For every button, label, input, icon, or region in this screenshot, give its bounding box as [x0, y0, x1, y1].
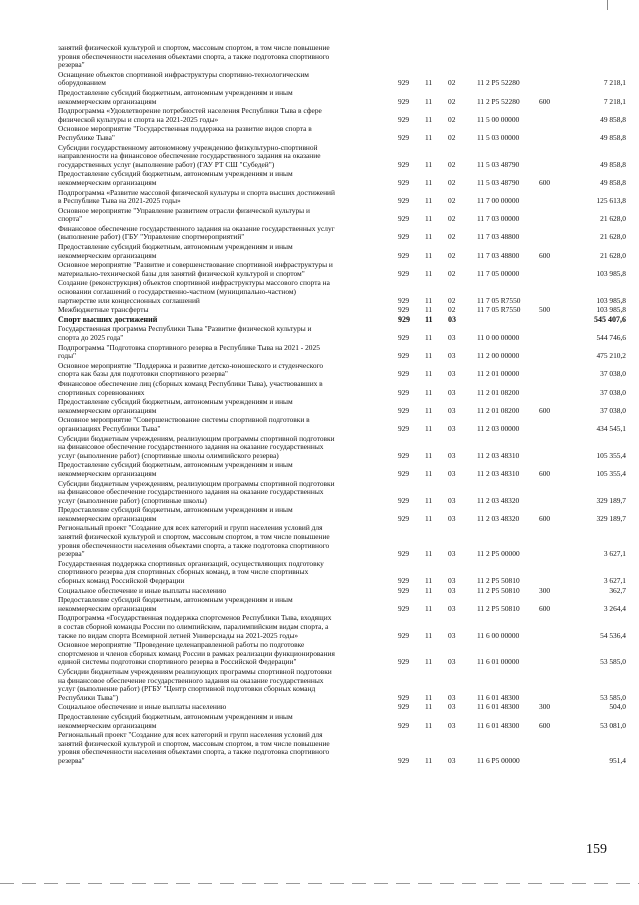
table-row: [58, 641, 626, 667]
page-number: 159: [586, 842, 607, 857]
amount: 53 081,0: [600, 720, 626, 730]
scan-edge-line: [0, 883, 639, 884]
amount: 7 218,1: [603, 78, 626, 88]
target-article-code: 11 2 03 48310: [477, 450, 520, 460]
table-row: [58, 107, 626, 124]
section-code: 11: [425, 96, 433, 106]
subsection-code: 03: [448, 333, 456, 342]
table-row: [58, 261, 626, 278]
amount: 103 985,8: [596, 268, 626, 278]
row-description: Подпрограмма «Развитие массовой физической культуры и спорта высших достижений в Республике Тыва на 2021-2025 годы»: [58, 187, 335, 206]
row-codes: [398, 425, 626, 434]
row-codes: [398, 115, 626, 124]
table-row: [58, 279, 626, 305]
amount: 545 407,6: [594, 314, 626, 324]
subsection-code: 02: [448, 196, 456, 206]
target-article-code: 11 2 P5 52280: [477, 78, 520, 88]
subsection-code: 03: [448, 351, 456, 361]
subsection-code: 03: [448, 369, 456, 379]
target-article-code: 11 2 03 48320: [477, 513, 520, 523]
expense-type-code: 600: [539, 250, 551, 260]
row-codes: [398, 197, 626, 206]
row-description: Подпрограмма «Удовлетворение потребностей населения Республики Тыва в сфере физической культуры и спорта на 2021-2025 годы»: [58, 106, 322, 124]
admin-code: 929: [398, 450, 410, 460]
table-row: [58, 44, 626, 70]
expense-type-code: 600: [539, 405, 551, 415]
section-code: 11: [425, 314, 433, 324]
subsection-code: 02: [448, 114, 456, 124]
table-row: [58, 560, 626, 586]
row-description: Региональный проект "Создание для всех категорий и групп населения условий для занятий физической культурой и спортом, массовым спортом, в том числе повышение уровня обеспеченности населения объектами спорта, а также подготовка спортивного резерва": [58, 730, 330, 765]
amount: 103 985,8: [596, 295, 626, 305]
subsection-code: 03: [448, 405, 456, 415]
row-description: Спорт высших достижений: [58, 314, 158, 324]
target-article-code: 11 2 03 48310: [477, 468, 520, 478]
amount: 37 038,0: [600, 405, 626, 415]
table-row: [58, 416, 626, 433]
subsection-code: 02: [448, 268, 456, 278]
row-description: Предоставление субсидий бюджетным, автономным учреждениям и иным некоммерческим организациям: [58, 242, 293, 260]
row-codes: [398, 251, 626, 260]
subsection-code: 03: [448, 468, 456, 478]
subsection-code: 03: [448, 657, 456, 667]
admin-code: 929: [398, 159, 410, 169]
expense-type-code: 300: [539, 702, 551, 712]
admin-code: 929: [398, 214, 410, 224]
row-codes: [398, 97, 626, 106]
row-codes: [398, 79, 626, 88]
subsection-code: 03: [448, 585, 456, 595]
amount: 362,7: [609, 585, 626, 595]
row-description: Основное мероприятие "Поддержка и развитие детско-юношеского и студенческого спорта как базы для подготовки спортивного резерва": [58, 360, 324, 379]
admin-code: 929: [398, 196, 410, 206]
budget-table: [58, 44, 626, 767]
target-article-code: 11 6 00 00000: [477, 630, 520, 640]
expense-type-code: 600: [539, 720, 551, 730]
table-row: [58, 480, 626, 506]
row-codes: [398, 306, 626, 315]
target-article-code: 11 5 03 00000: [477, 132, 520, 142]
row-description: Финансовое обеспечение лиц (сборных команд Республики Тыва), участвовавших в спортивных соревнованиях: [58, 378, 323, 397]
amount: 544 746,6: [596, 333, 626, 342]
row-description: Субсидии бюджетным учреждениям реализующих программы спортивной подготовки на финансовое обеспечение государственного задания на оказание государственных услуг (выполнение работ) (РГБУ "Центр спортивной подготовки сборных команд Республики Тыва"): [58, 666, 332, 702]
section-code: 11: [425, 177, 433, 187]
row-codes: [398, 604, 626, 613]
row-description: Социальное обеспечение и иные выплаты населению: [58, 585, 227, 595]
amount: 951,4: [609, 755, 626, 765]
row-codes: [398, 61, 626, 70]
row-description: Предоставление субсидий бюджетным, автономным учреждениям и иным некоммерческим организациям: [58, 505, 293, 523]
row-codes: [398, 451, 626, 460]
subsection-code: 02: [448, 78, 456, 88]
amount: 475 210,2: [596, 351, 626, 361]
section-code: 11: [425, 720, 433, 730]
row-codes: [398, 334, 626, 343]
section-code: 11: [425, 468, 433, 478]
section-code: 11: [425, 387, 433, 397]
table-row: [58, 125, 626, 142]
section-code: 11: [425, 692, 433, 702]
section-code: 11: [425, 114, 433, 124]
amount: 3 627,1: [603, 549, 626, 559]
table-row: [58, 170, 626, 187]
section-code: 11: [425, 232, 433, 242]
admin-code: 929: [398, 232, 410, 242]
row-description: Субсидии бюджетным учреждениям, реализующим программы спортивной подготовки на финансовое обеспечение государственного задания на оказание государственных услуг (выполнение работ) (спортивные школы олимпийского резерва): [58, 433, 335, 460]
section-code: 11: [425, 405, 433, 415]
amount: 3 264,4: [603, 603, 626, 613]
row-description: Субсидии бюджетным учреждениям, реализующим программы спортивной подготовки на финансовое обеспечение государственного задания на оказание государственных услуг (выполнение работ) (спортивные школы): [58, 478, 335, 505]
subsection-code: 02: [448, 159, 456, 169]
admin-code: 929: [398, 250, 410, 260]
amount: 504,0: [609, 702, 626, 712]
target-article-code: 11 6 01 48300: [477, 720, 520, 730]
section-code: 11: [425, 78, 433, 88]
amount: 54 536,4: [600, 630, 626, 640]
table-row: [58, 668, 626, 702]
section-code: 11: [425, 295, 433, 305]
section-code: 11: [425, 250, 433, 260]
subsection-code: 02: [448, 305, 456, 315]
admin-code: 929: [398, 268, 410, 278]
section-code: 11: [425, 585, 433, 595]
admin-code: 929: [398, 369, 410, 379]
row-description: Субсидии государственному автономному учреждению физкультурно-спортивной направленности на финансовое обеспечение государственного задания на оказание государственных услуг (выполнение работ) (ГАУ РТ СШ "Субедей"): [58, 142, 321, 169]
amount: 53 585,0: [600, 692, 626, 702]
subsection-code: 03: [448, 755, 456, 765]
table-row: [58, 344, 626, 361]
table-row: [58, 713, 626, 730]
row-description: Региональный проект "Создание для всех категорий и групп населения условий для занятий физической культурой и спортом, массовым спортом, в том числе повышение уровня обеспеченности населения объектами спорта, а также подготовка спортивного резерва": [58, 523, 330, 559]
row-codes: [398, 179, 626, 188]
section-code: 11: [425, 333, 433, 342]
table-row: [58, 398, 626, 415]
row-description: Государственная программа Республики Тыва "Развитие физической культуры и спорта до 2025 года": [58, 324, 312, 342]
table-row: [58, 306, 626, 315]
target-article-code: 11 2 01 08200: [477, 387, 520, 397]
amount: 105 355,4: [596, 468, 626, 478]
row-codes: [398, 388, 626, 397]
admin-code: 929: [398, 468, 410, 478]
table-row: [58, 225, 626, 242]
target-article-code: 11 2 03 48320: [477, 495, 520, 505]
expense-type-code: 600: [539, 177, 551, 187]
table-row: [58, 71, 626, 88]
expense-type-code: 600: [539, 603, 551, 613]
amount: 105 355,4: [596, 450, 626, 460]
subsection-code: 03: [448, 603, 456, 613]
row-codes: [398, 658, 626, 667]
admin-code: 929: [398, 423, 410, 433]
amount: 434 545,1: [596, 423, 626, 433]
table-row: [58, 144, 626, 170]
row-codes: [398, 586, 626, 595]
section-code: 11: [425, 657, 433, 667]
row-description: Предоставление субсидий бюджетным, автономным учреждениям и иным некоммерческим организациям: [58, 460, 293, 478]
row-description: Предоставление субсидий бюджетным, автономным учреждениям и иным некоммерческим организациям: [58, 87, 293, 106]
amount: 53 585,0: [600, 657, 626, 667]
subsection-code: 03: [448, 387, 456, 397]
expense-type-code: 600: [539, 468, 551, 478]
subsection-code: 03: [448, 513, 456, 523]
admin-code: 929: [398, 78, 410, 88]
table-row: [58, 596, 626, 613]
amount: 49 858,8: [600, 132, 626, 142]
target-article-code: 11 2 03 00000: [477, 423, 520, 433]
table-row: [58, 506, 626, 523]
row-codes: [398, 703, 626, 712]
subsection-code: 03: [448, 450, 456, 460]
row-description: Основное мероприятие "Проведение целенаправленной работы по подготовке спортсменов и членов сборных команд России в рамках реализации функционирования единой системы подготовки спортивного резерва в Российской Федерации": [58, 640, 335, 667]
subsection-code: 02: [448, 250, 456, 260]
admin-code: 929: [398, 314, 410, 324]
table-row: [58, 189, 626, 206]
row-description: Предоставление субсидий бюджетным, автономным учреждениям и иным некоммерческим организациям: [58, 595, 293, 613]
section-code: 11: [425, 369, 433, 379]
admin-code: 929: [398, 96, 410, 106]
row-description: Предоставление субсидий бюджетным, автономным учреждениям и иным некоммерческим организациям: [58, 169, 293, 187]
subsection-code: 03: [448, 423, 456, 433]
row-description: Основное мероприятие "Государственная поддержка на развитие видов спорта в Республике Тыва": [58, 124, 312, 142]
table-row: [58, 325, 626, 342]
table-row: [58, 89, 626, 106]
target-article-code: 11 2 P5 50810: [477, 585, 520, 595]
admin-code: 929: [398, 351, 410, 361]
target-article-code: 11 6 01 00000: [477, 657, 520, 667]
subsection-code: 03: [448, 495, 456, 505]
expense-type-code: 600: [539, 96, 551, 106]
row-description: Предоставление субсидий бюджетным, автономным учреждениям и иным некоммерческим организациям: [58, 397, 293, 415]
row-codes: [398, 693, 626, 702]
admin-code: 929: [398, 657, 410, 667]
row-description: Подпрограмма «Государственная поддержка спортсменов Республики Тыва, входящих в состав сборной команды России по олимпийским, паралимпийским видам спорта, а также по видам спорта Всемирной летней Универсиады на 2021-2025 годы»: [58, 613, 332, 640]
amount: 125 613,8: [596, 196, 626, 206]
subsection-code: 03: [448, 702, 456, 712]
row-description: Оснащение объектов спортивной инфраструктуры спортивно-технологическим оборудованием: [58, 69, 309, 88]
row-codes: [398, 406, 626, 415]
subsection-code: 03: [448, 692, 456, 702]
row-codes: [398, 352, 626, 361]
section-code: 11: [425, 214, 433, 224]
row-codes: [398, 721, 626, 730]
admin-code: 929: [398, 333, 410, 342]
subsection-code: 02: [448, 295, 456, 305]
subsection-code: 02: [448, 232, 456, 242]
section-code: 11: [425, 549, 433, 559]
admin-code: 929: [398, 305, 410, 315]
section-code: 11: [425, 351, 433, 361]
target-article-code: 11 2 P5 00000: [477, 549, 520, 559]
target-article-code: 11 2 P5 52280: [477, 96, 520, 106]
amount: 3 627,1: [603, 576, 626, 586]
row-codes: [398, 370, 626, 379]
section-code: 11: [425, 196, 433, 206]
target-article-code: 11 5 03 48790: [477, 159, 520, 169]
row-codes: [398, 514, 626, 523]
row-description: Межбюджетные трансферты: [58, 305, 149, 315]
row-description: Государственная поддержка спортивных организаций, осуществляющих подготовку спортивного резерва для спортивных сборных команд, в том числе спортивных сборных команд Российской Федерации: [58, 558, 324, 586]
subsection-code: 02: [448, 132, 456, 142]
subsection-code: 03: [448, 549, 456, 559]
row-description: Основное мероприятие "Совершенствование системы спортивной подготовки в организациях Республики Тыва": [58, 415, 310, 433]
admin-code: 929: [398, 295, 410, 305]
section-code: 11: [425, 576, 433, 586]
section-code: 11: [425, 423, 433, 433]
row-description: Основное мероприятие "Управление развитием отрасли физической культуры и спорта": [58, 205, 310, 224]
subsection-code: 03: [448, 576, 456, 586]
table-row: [58, 435, 626, 461]
target-article-code: 11 2 00 00000: [477, 351, 520, 361]
subsection-code: 02: [448, 96, 456, 106]
section-code: 11: [425, 132, 433, 142]
expense-type-code: 300: [539, 585, 551, 595]
amount: 21 628,0: [600, 214, 626, 224]
scan-mark: [607, 0, 608, 10]
section-code: 11: [425, 268, 433, 278]
row-codes: [398, 470, 626, 479]
table-row: [58, 243, 626, 260]
row-codes: [398, 631, 626, 640]
amount: 21 628,0: [600, 250, 626, 260]
admin-code: 929: [398, 702, 410, 712]
row-codes: [398, 757, 626, 766]
row-codes: [398, 134, 626, 143]
admin-code: 929: [398, 513, 410, 523]
target-article-code: 11 2 P5 50810: [477, 603, 520, 613]
table-row: [58, 614, 626, 640]
table-row: [58, 703, 626, 712]
target-article-code: 11 7 03 00000: [477, 214, 520, 224]
table-row: [58, 587, 626, 596]
section-code: 11: [425, 513, 433, 523]
subsection-code: 02: [448, 214, 456, 224]
row-codes: [398, 315, 626, 324]
amount: 49 858,8: [600, 159, 626, 169]
subsection-code: 03: [448, 314, 456, 324]
amount: 7 218,1: [603, 96, 626, 106]
admin-code: 929: [398, 576, 410, 586]
section-code: 11: [425, 495, 433, 505]
admin-code: 929: [398, 755, 410, 765]
target-article-code: 11 6 01 48300: [477, 692, 520, 702]
row-codes: [398, 269, 626, 278]
expense-type-code: 500: [539, 305, 551, 315]
row-description: Подпрограмма "Подготовка спортивного резерва в Республике Тыва на 2021 - 2025 годы": [58, 342, 320, 361]
table-row: [58, 207, 626, 224]
section-code: 11: [425, 603, 433, 613]
amount: 103 985,8: [596, 305, 626, 315]
amount: 49 858,8: [600, 177, 626, 187]
row-codes: [398, 160, 626, 169]
admin-code: 929: [398, 495, 410, 505]
admin-code: 929: [398, 692, 410, 702]
target-article-code: 11 7 03 48800: [477, 250, 520, 260]
table-row: [58, 524, 626, 558]
section-code: 11: [425, 305, 433, 315]
target-article-code: 11 7 03 48800: [477, 232, 520, 242]
subsection-code: 03: [448, 630, 456, 640]
admin-code: 929: [398, 114, 410, 124]
admin-code: 929: [398, 585, 410, 595]
amount: 49 858,8: [600, 114, 626, 124]
target-article-code: 11 2 01 08200: [477, 405, 520, 415]
row-codes: [398, 296, 626, 305]
target-article-code: 11 5 00 00000: [477, 114, 520, 124]
row-description: занятий физической культурой и спортом, массовым спортом, в том числе повышение уровня обеспеченности населения объектами спорта, а также подготовка спортивного резерва": [58, 43, 330, 70]
section-code: 11: [425, 159, 433, 169]
target-article-code: 11 7 05 R7550: [477, 295, 521, 305]
row-codes: [398, 215, 626, 224]
admin-code: 929: [398, 720, 410, 730]
target-article-code: 11 7 05 00000: [477, 268, 520, 278]
subsection-code: 03: [448, 720, 456, 730]
admin-code: 929: [398, 405, 410, 415]
target-article-code: 11 6 P5 00000: [477, 755, 520, 765]
section-code: 11: [425, 630, 433, 640]
row-description: Предоставление субсидий бюджетным, автономным учреждениям и иным некоммерческим организациям: [58, 711, 293, 730]
target-article-code: 11 2 01 00000: [477, 369, 520, 379]
amount: 329 189,7: [596, 513, 626, 523]
table-row: [58, 362, 626, 379]
amount: 37 038,0: [600, 387, 626, 397]
admin-code: 929: [398, 549, 410, 559]
row-description: Создание (реконструкция) объектов спортивной инфраструктуры массового спорта на основании соглашений о государственно-частном (муниципально-частном) партнерстве или концессионных соглашений: [58, 278, 330, 305]
admin-code: 929: [398, 132, 410, 142]
amount: 21 628,0: [600, 232, 626, 242]
target-article-code: 11 0 00 00000: [477, 333, 520, 342]
amount: 37 038,0: [600, 369, 626, 379]
row-description: Финансовое обеспечение государственного задания на оказание государственных услуг (выполнение работ) (ГБУ "Управление спортмероприятий": [58, 223, 335, 242]
subsection-code: 02: [448, 177, 456, 187]
target-article-code: 11 2 P5 50810: [477, 576, 520, 586]
admin-code: 929: [398, 387, 410, 397]
row-description: Основное мероприятие "Развитие и совершенствование спортивной инфраструктуры и материально-технической базы для занятий физической культурой и спортом": [58, 260, 333, 278]
table-row: [58, 731, 626, 765]
section-code: 11: [425, 702, 433, 712]
row-codes: [398, 550, 626, 559]
row-codes: [398, 577, 626, 586]
table-row: [58, 380, 626, 397]
target-article-code: 11 5 03 48790: [477, 177, 520, 187]
expense-type-code: 600: [539, 513, 551, 523]
table-row: [58, 461, 626, 478]
row-codes: [398, 233, 626, 242]
admin-code: 929: [398, 603, 410, 613]
row-description: Социальное обеспечение и иные выплаты населению: [58, 702, 227, 712]
section-code: 11: [425, 755, 433, 765]
amount: 329 189,7: [596, 495, 626, 505]
section-code: 11: [425, 450, 433, 460]
row-codes: [398, 496, 626, 505]
admin-code: 929: [398, 177, 410, 187]
admin-code: 929: [398, 630, 410, 640]
table-row: [58, 316, 626, 325]
target-article-code: 11 7 05 R7550: [477, 305, 521, 315]
target-article-code: 11 7 00 00000: [477, 196, 520, 206]
target-article-code: 11 6 01 48300: [477, 702, 520, 712]
